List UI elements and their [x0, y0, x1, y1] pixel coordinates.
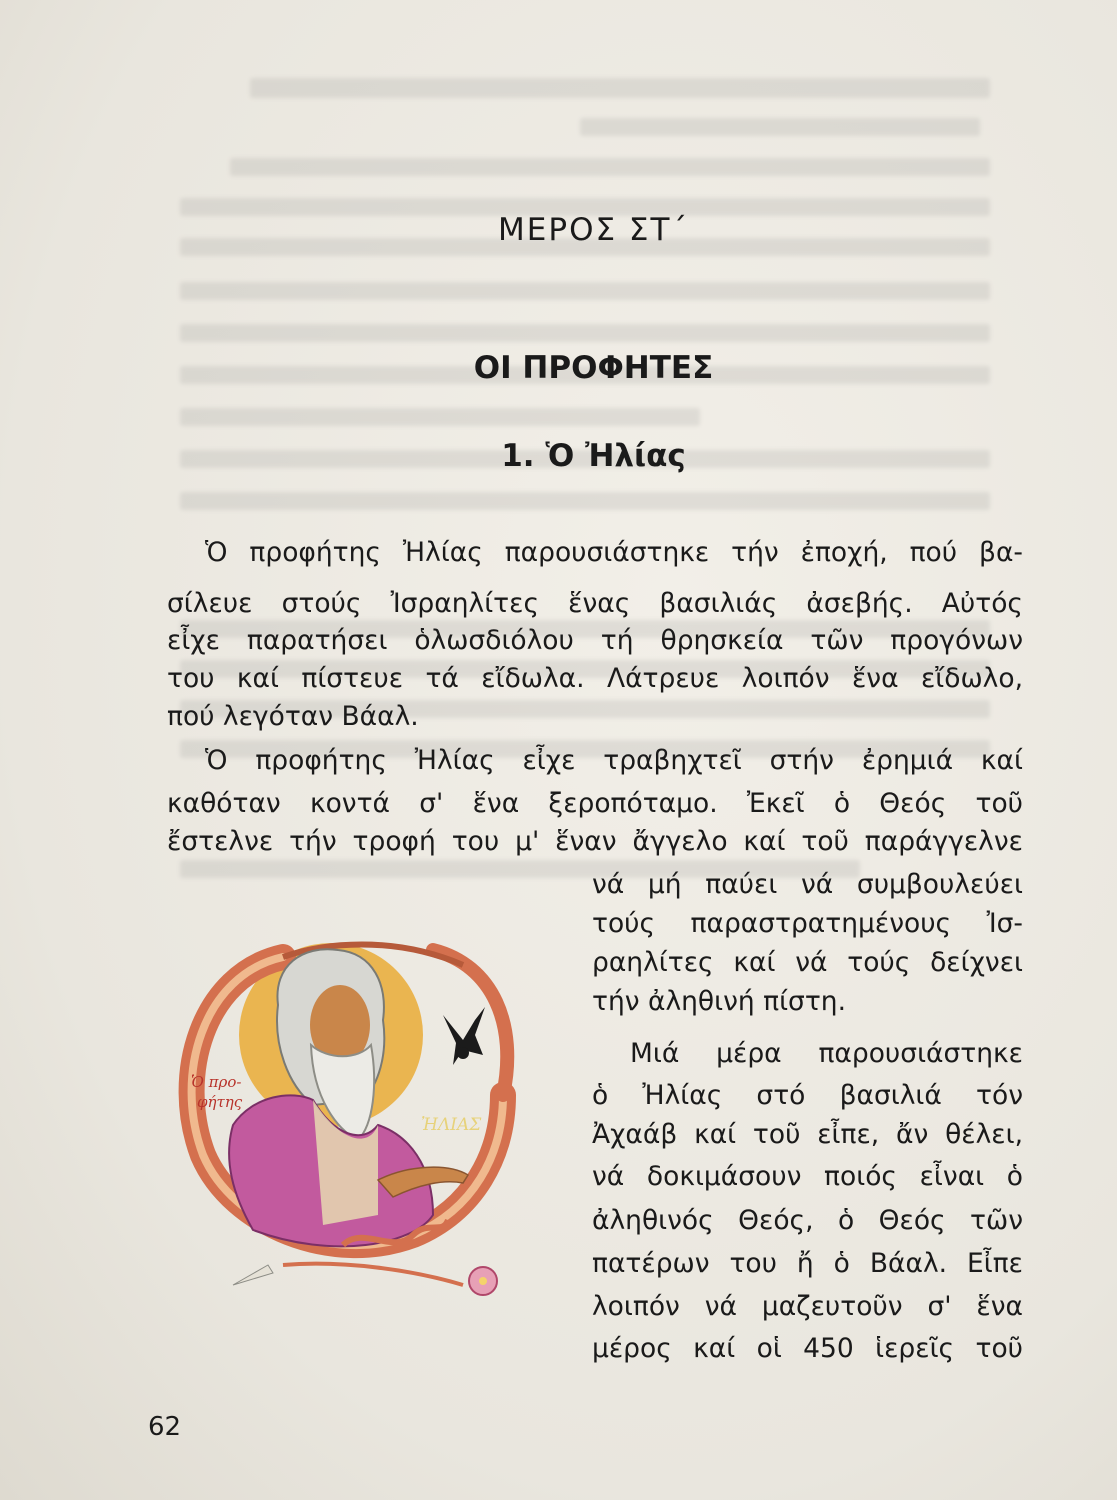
left-inscription-line1: Ὁ προ- [191, 1073, 242, 1091]
chapter-title: ΟΙ ΠΡΟΦΗΤΕΣ [473, 350, 714, 386]
paragraph-line: σίλευε στούς Ἰσραηλίτες ἕνας βασιλιάς ἀσεβής. Αὐτός [167, 588, 1023, 619]
paragraph-line: λοιπόν νά μαζευτοῦν σ' ἕνα [592, 1291, 1023, 1322]
page-number: 62 [148, 1412, 182, 1442]
paragraph-line: ραηλίτες καί νά τούς δείχνει [592, 947, 1023, 978]
paragraph-line: τήν ἀληθινή πίστη. [592, 986, 847, 1017]
paragraph-line: εἶχε παρατήσει ὁλωσδιόλου τή θρησκεία τῶν προγόνων [167, 625, 1023, 656]
paragraph-line: Ὁ προφήτης Ἠλίας παρουσιάστηκε τήν ἐποχή, πού βα- [205, 537, 1023, 568]
paragraph-line: Μιά μέρα παρουσιάστηκε [630, 1038, 1023, 1069]
paragraph-line: μέρος καί οἱ 450 ἱερεῖς τοῦ [592, 1333, 1023, 1364]
paragraph-line: καθόταν κοντά σ' ἕνα ξεροπόταμο. Ἐκεῖ ὁ Θεός τοῦ [167, 788, 1023, 819]
paragraph-line: τούς παραστρατημένους Ἰσ- [592, 908, 1023, 939]
prophet-elijah-illumination [163, 925, 530, 1310]
paragraph-line: του καί πίστευε τά εἴδωλα. Λάτρευε λοιπόν ἕνα εἴδωλο, [167, 663, 1023, 694]
part-heading: ΜΕΡΟΣ ΣΤ΄ [498, 212, 689, 248]
paragraph-line: νά μή παύει νά συμβουλεύει [592, 869, 1023, 900]
right-inscription: ἨΛΙΑΣ [421, 1115, 482, 1135]
illuminated-initial [163, 925, 530, 1310]
paragraph-line: πού λεγόταν Βάαλ. [167, 701, 419, 732]
section-title: 1. Ὁ Ἠλίας [501, 438, 686, 474]
paragraph-line: Ὁ προφήτης Ἠλίας εἶχε τραβηχτεῖ στήν ἐρημιά καί [205, 745, 1023, 776]
paragraph-line: ἀληθινός Θεός, ὁ Θεός τῶν [592, 1205, 1023, 1236]
left-inscription-line2: φήτης [197, 1093, 243, 1111]
paragraph-line: ἔστελνε τήν τροφή του μ' ἕναν ἄγγελο καί τοῦ παράγγελνε [167, 826, 1023, 857]
paragraph-line: ὁ Ἠλίας στό βασιλιά τόν [592, 1080, 1023, 1111]
paragraph-line: νά δοκιμάσουν ποιός εἶναι ὁ [592, 1161, 1023, 1192]
paragraph-line: πατέρων του ἤ ὁ Βάαλ. Εἶπε [592, 1248, 1023, 1279]
paragraph-line: Ἀχαάβ καί τοῦ εἶπε, ἄν θέλει, [592, 1119, 1023, 1150]
